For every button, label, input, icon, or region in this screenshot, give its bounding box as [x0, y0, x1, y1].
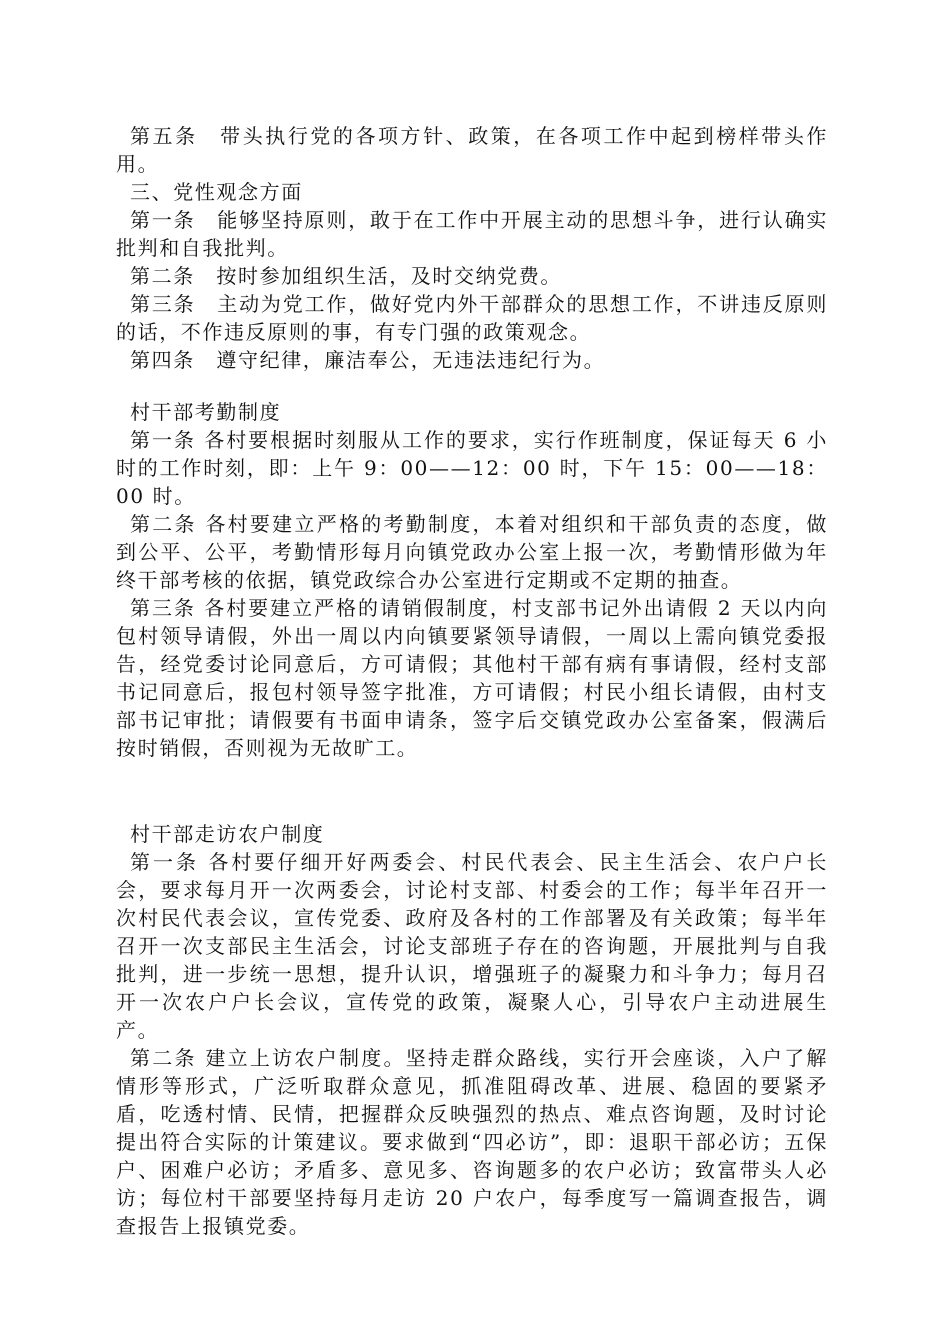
- article-paragraph: 第一条 各村要仔细开好两委会、村民代表会、民主生活会、农户户长会，要求每月开一次两委会，讨论村支部、村委会的工作；每半年召开一次村民代表会议，宣传党委、政府及各村的工作部署及有关政策；每半年召开一次支部民主生活会，讨论支部班子存在的咨询题，开展批判与自我批判，进一步统一思想，提升认识，增强班子的凝聚力和斗争力；每月召开一次农户户长会议，宣传党的政策，凝聚人心，引导农户主动进展生产。: [116, 850, 828, 1042]
- article-paragraph: 第二条 各村要建立严格的考勤制度，本着对组织和干部负责的态度，做到公平、公平，考勤情形每月向镇党政办公室上报一次，考勤情形做为年终干部考核的依据，镇党政综合办公室进行定期或不定期的抽查。: [116, 512, 828, 592]
- article-paragraph: 第二条 建立上访农户制度。坚持走群众路线，实行开会座谈，入户了解情形等形式，广泛听取群众意见，抓准阻碍改革、进展、稳固的要紧矛盾，吃透村情、民情，把握群众反映强烈的热点、难点咨询题，及时讨论提出符合实际的计策建议。要求做到“四必访”，即：退职干部必访；五保户、困难户必访；矛盾多、意见多、咨询题多的农户必访；致富带头人必访；每位村干部要坚持每月走访 20 户农户，每季度写一篇调查报告，调查报告上报镇党委。: [116, 1046, 828, 1238]
- article-paragraph: 第四条 遵守纪律，廉洁奉公，无违法违纪行为。: [130, 348, 606, 372]
- visit-section: [116, 820, 828, 1240]
- section-title: 村干部考勤制度: [130, 400, 282, 424]
- article-paragraph: 第一条 能够坚持原则，敢于在工作中开展主动的思想斗争，进行认确实批判和自我批判。: [116, 208, 828, 260]
- attendance-section: [116, 398, 828, 762]
- article-paragraph: 第五条 带头执行党的各项方针、政策，在各项工作中起到榜样带头作用。: [116, 124, 828, 176]
- section-heading: 三、党性观念方面: [130, 180, 303, 204]
- article-paragraph: 第三条 主动为党工作，做好党内外干部群众的思想工作，不讲违反原则的话，不作违反原则的事，有专门强的政策观念。: [116, 292, 828, 344]
- party-spirit-section: [116, 122, 828, 374]
- article-paragraph: 第三条 各村要建立严格的请销假制度，村支部书记外出请假 2 天以内向包村领导请假，外出一周以内向镇要紧领导请假，一周以上需向镇党委报告，经党委讨论同意后，方可请假；其他村干部有病有事请假，经村支部书记同意后，报包村领导签字批准，方可请假；村民小组长请假，由村支部书记审批；请假要有书面申请条，签字后交镇党政办公室备案，假满后按时销假，否则视为无故旷工。: [116, 596, 828, 760]
- article-paragraph: 第二条 按时参加组织生活，及时交纳党费。: [130, 264, 562, 288]
- article-paragraph: 第一条 各村要根据时刻服从工作的要求，实行作班制度，保证每天 6 小时的工作时刻，即：上午 9：00——12：00 时，下午 15：00——18：00 时。: [116, 428, 828, 508]
- section-title: 村干部走访农户制度: [130, 822, 325, 846]
